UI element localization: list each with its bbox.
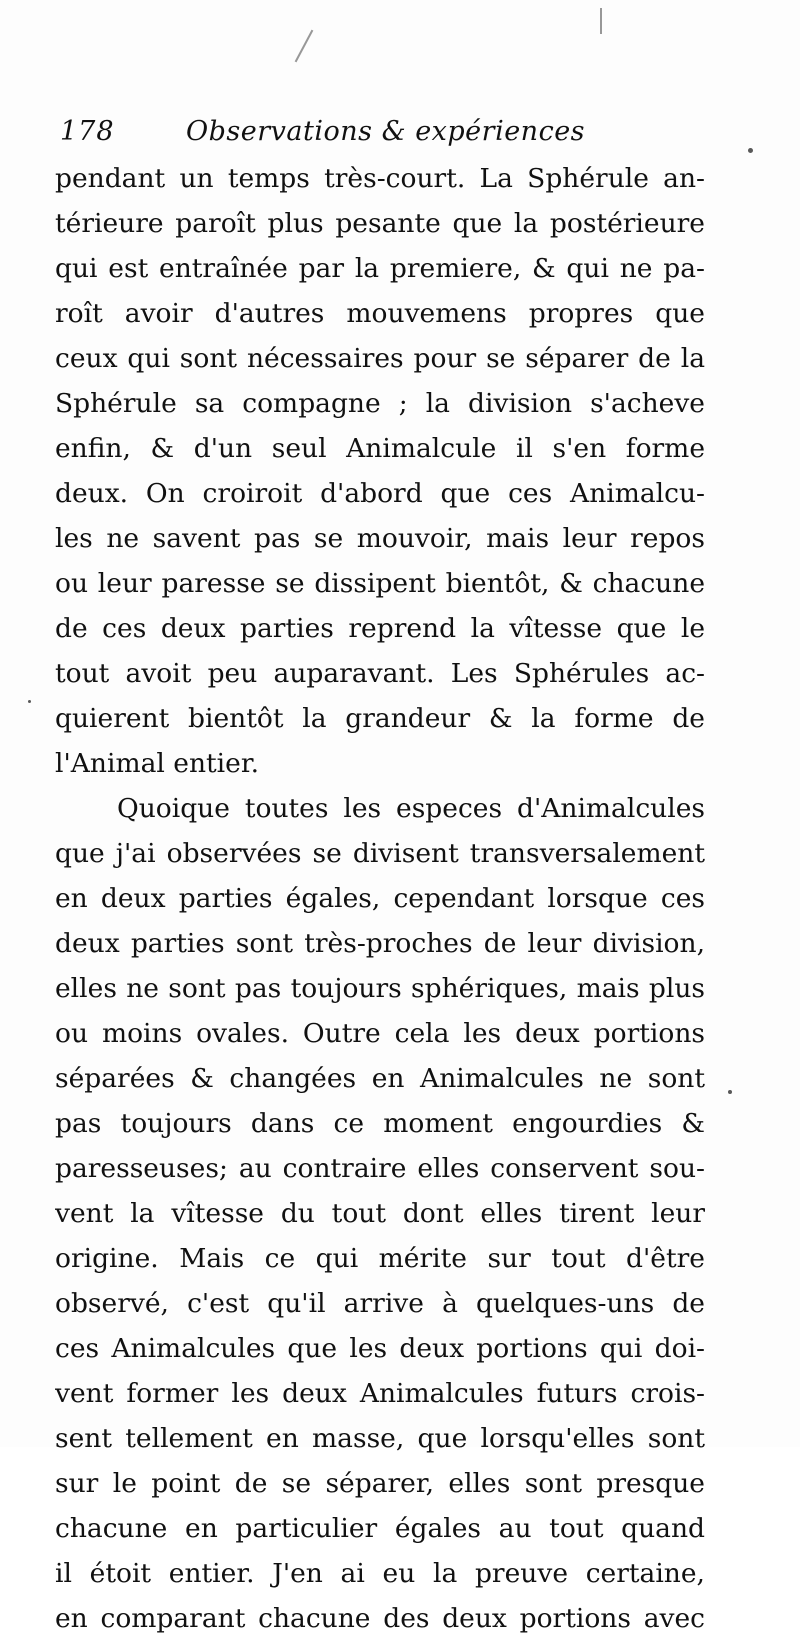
text-line: pendant un temps très-court. La Sphérule an-	[55, 163, 705, 194]
text-line: vent former les deux Animalcules futurs crois-	[55, 1378, 705, 1409]
text-line: vent la vîtesse du tout dont elles tirent leur	[55, 1198, 705, 1229]
body-text	[55, 156, 705, 1641]
text-line: Sphérule sa compagne ; la division s'acheve	[55, 388, 705, 419]
text-line: il étoit entier. J'en ai eu la preuve certaine,	[55, 1558, 705, 1589]
text-line: les ne savent pas se mouvoir, mais leur repos	[55, 523, 705, 554]
running-title: Observations & expériences	[186, 116, 586, 147]
text-line: ou moins ovales. Outre cela les deux portions	[55, 1018, 705, 1049]
text-line: ces Animalcules que les deux portions qui doi-	[55, 1333, 705, 1364]
text-line: sent tellement en masse, que lorsqu'elles sont	[55, 1423, 705, 1454]
text-line: en comparant chacune des deux portions avec	[55, 1603, 705, 1634]
paragraph-start-line: Quoique toutes les especes d'Animalcules	[117, 793, 705, 824]
ink-speck	[28, 700, 31, 703]
page-blemish	[295, 30, 314, 63]
text-line: origine. Mais ce qui mérite sur tout d'être	[55, 1243, 705, 1274]
page-blemish	[600, 8, 602, 34]
text-line: de ces deux parties reprend la vîtesse que le	[55, 613, 705, 644]
ink-speck	[728, 1090, 732, 1094]
text-line: quierent bientôt la grandeur & la forme de	[55, 703, 705, 734]
page-header	[58, 116, 698, 156]
text-line: enfin, & d'un seul Animalcule il s'en forme	[55, 433, 705, 464]
text-line: ou leur paresse se dissipent bientôt, & chacune	[55, 568, 705, 599]
text-line: deux. On croiroit d'abord que ces Animalcu-	[55, 478, 705, 509]
text-line: ceux qui sont nécessaires pour se séparer de la	[55, 343, 705, 374]
text-line: roît avoir d'autres mouvemens propres que	[55, 298, 705, 329]
text-line: elles ne sont pas toujours sphériques, mais plus	[55, 973, 705, 1004]
text-line: chacune en particulier égales au tout quand	[55, 1513, 705, 1544]
text-line: en deux parties égales, cependant lorsque ces	[55, 883, 705, 914]
text-line: observé, c'est qu'il arrive à quelques-uns de	[55, 1288, 705, 1319]
text-line: qui est entraînée par la premiere, & qui ne pa-	[55, 253, 705, 284]
ink-speck	[748, 148, 753, 153]
text-line: que j'ai observées se divisent transversalement	[55, 838, 705, 869]
text-line: paresseuses; au contraire elles conservent sou-	[55, 1153, 705, 1184]
text-line: deux parties sont très-proches de leur division,	[55, 928, 705, 959]
text-line: sur le point de se séparer, elles sont presque	[55, 1468, 705, 1499]
page-number: 178	[60, 116, 115, 147]
text-line: térieure paroît plus pesante que la postérieure	[55, 208, 705, 239]
text-line: tout avoit peu auparavant. Les Sphérules ac-	[55, 658, 705, 689]
text-line: l'Animal entier.	[55, 748, 260, 779]
text-line: pas toujours dans ce moment engourdies &	[55, 1108, 705, 1139]
text-line: séparées & changées en Animalcules ne sont	[55, 1063, 705, 1094]
